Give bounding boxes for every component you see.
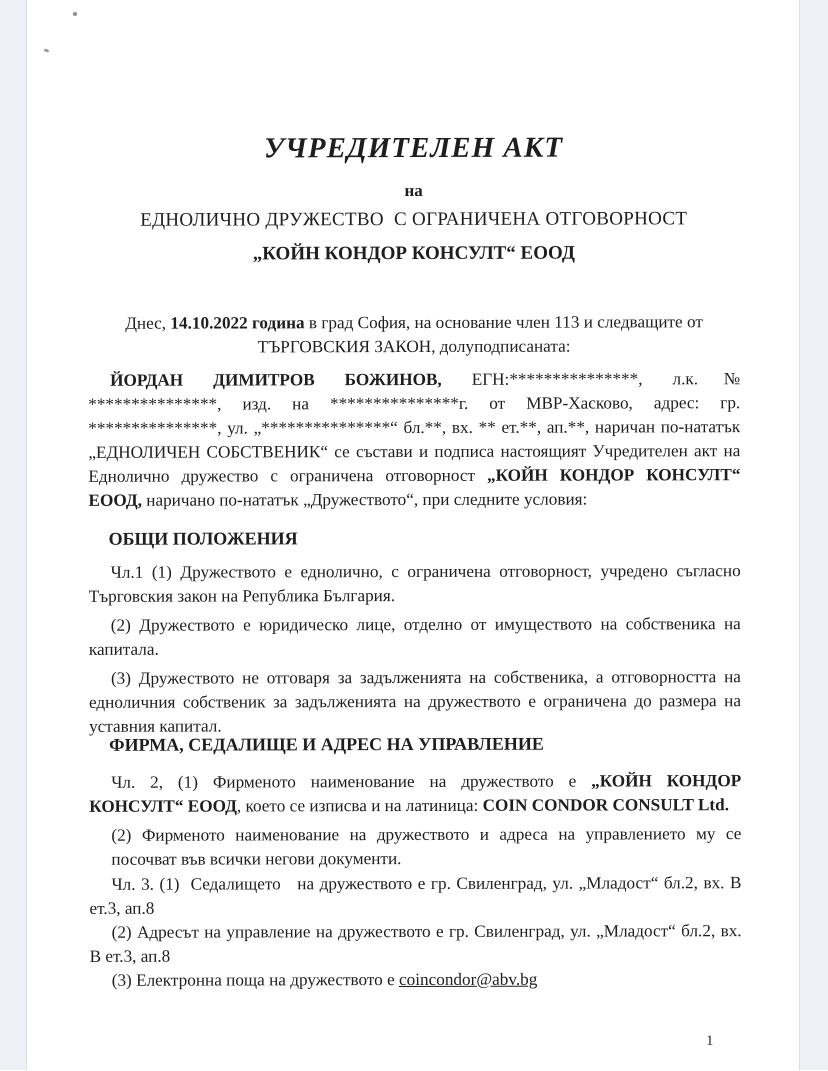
founder-paragraph — [88, 367, 740, 513]
founder-closing: наричано по-нататък „Дружеството“, при следните условия: — [141, 489, 588, 510]
preamble-law-line: ТЪРГОВСКИЯ ЗАКОН, долуподписаната: — [257, 336, 571, 357]
article-2-body — [89, 769, 741, 872]
article-3-2: (2) Адресът на управление на дружеството е гр. Свиленград, ул. „Младост“ бл.2, вх. В ет.3, ап.8 — [89, 921, 742, 966]
founder-name: ЙОРДАН ДИМИТРОВ БОЖИНОВ, — [110, 369, 442, 390]
viewer-background-right — [799, 0, 828, 1070]
preamble-text: в град София, на основание член 113 и следващите от — [304, 312, 703, 333]
title-preposition: на — [404, 180, 423, 201]
title-subtitle: ЕДНОЛИЧНО ДРУЖЕСТВО С ОГРАНИЧЕНА ОТГОВОРНОСТ — [140, 208, 688, 231]
article-1-2: (2) Дружеството е юридическо лице, отделно от имуществото на собственика на капитала. — [88, 614, 741, 659]
founder-company-name: „КОЙН КОНДОР КОНСУЛТ“ ЕООД, — [88, 465, 741, 510]
scan-speck — [73, 12, 77, 16]
article-1-1: Чл.1 (1) Дружеството е еднолично, с ограничена отговорност, учредено съгласно Търговския закон на Република България. — [88, 561, 741, 606]
article-1-3: (3) Дружеството не отговаря за задълженията на собственика, а отговорността на едноличния собственик за задълженията на дружеството е ограничена до размера на уставния капитал. — [88, 667, 742, 736]
title-company-name: „КОЙН КОНДОР КОНСУЛТ“ ЕООД — [252, 242, 575, 265]
document-title: УЧРЕДИТЕЛЕН АКТ — [263, 131, 564, 165]
preamble-text: Днес, — [125, 313, 171, 333]
article-3-3-text: (3) Електронна поща на дружеството е — [111, 970, 400, 990]
article-2-1 — [89, 769, 741, 819]
article-2-company-latin: COIN CONDOR CONSULT Ltd. — [482, 795, 729, 815]
document-page — [87, 0, 746, 1071]
preamble-date: 14.10.2022 година — [170, 313, 305, 333]
article-3-3 — [90, 967, 742, 993]
company-email-link[interactable]: coincondor@abv.bg — [398, 969, 538, 990]
viewer-background-left — [0, 0, 27, 1070]
scan-speck — [44, 48, 50, 53]
article-3-1: Чл. 3. (1) Седалището на дружеството е гр. Свиленград, ул. „Младост“ бл.2, вх. В ет.3, ап.8 — [89, 873, 746, 918]
article-2-2: (2) Фирменото наименование на дружеството и адреса на управлението му се посочват във всички негови документи. — [111, 824, 742, 869]
founder-details: ЕГН:***************, л.к.№ ***************, изд. на ***************г. от МВР-Хасково, адрес: гр. ***************, ул. „***************“ бл.**, вх. ** ет.**, ап.**, наричан по-нататък „ЕДНОЛИЧЕН СОБСТВЕНИК“ се състави и подписа настоящият Учредителен акт на Еднолично дружество с ограничена отговорност — [88, 369, 741, 486]
article-2-company-cyrillic: „КОЙН КОНДОР КОНСУЛТ“ ЕООД — [89, 771, 742, 816]
section-general-body — [89, 559, 741, 739]
page-number: 1 — [706, 1033, 714, 1049]
section-heading-firm: ФИРМА, СЕДАЛИЩЕ И АДРЕС НА УПРАВЛЕНИЕ — [109, 733, 544, 755]
article-2-1-text: , което се изписва и на латиница: — [236, 795, 483, 816]
preamble-paragraph — [88, 310, 740, 360]
section-heading-general: ОБЩИ ПОЛОЖЕНИЯ — [108, 528, 298, 549]
article-2-1-text: Чл. 2, (1) Фирменото наименование на дружеството е — [111, 771, 592, 792]
article-3-body — [89, 871, 746, 993]
